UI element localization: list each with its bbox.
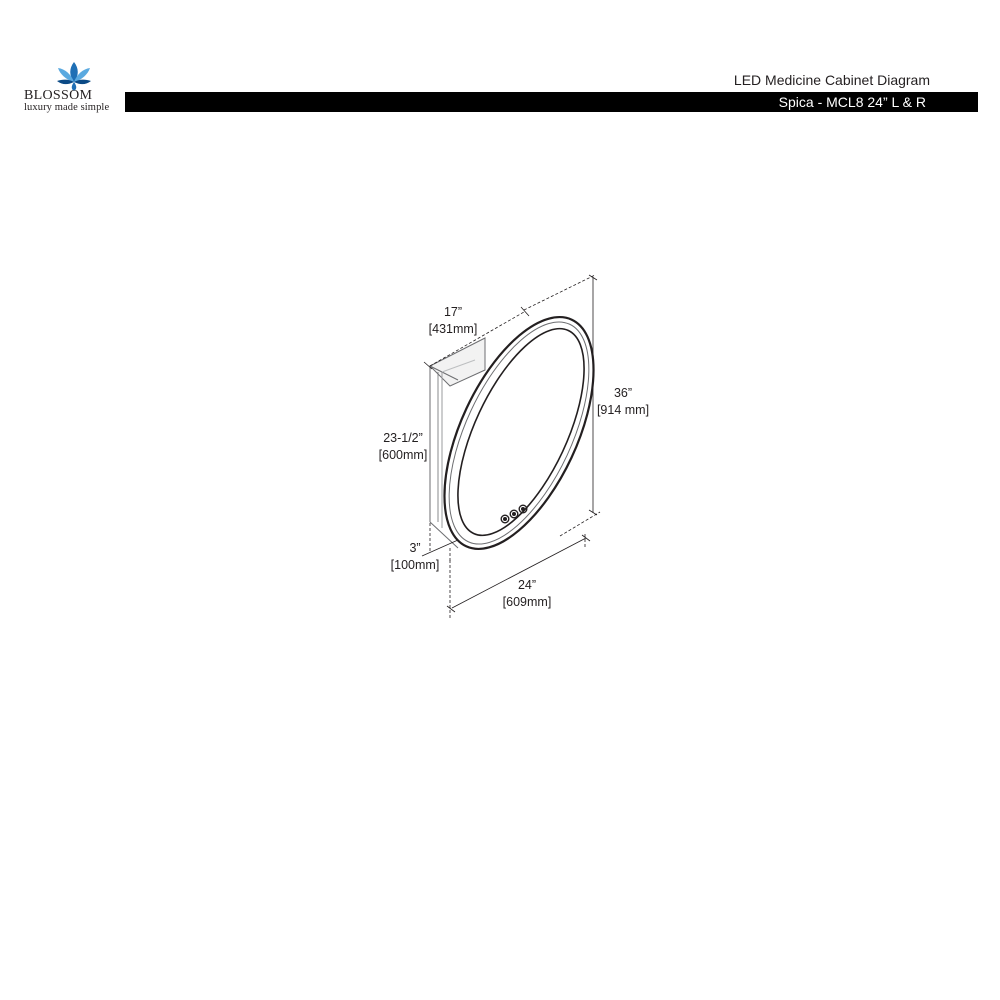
height-metric: [914 mm] bbox=[596, 403, 650, 417]
width-dimension-label bbox=[494, 577, 560, 611]
cabinet-depth-imperial: 3” bbox=[409, 541, 421, 555]
cabinet-height-imperial: 23-1/2” bbox=[383, 431, 423, 445]
depth-imperial: 17” bbox=[443, 305, 463, 319]
cabinet-height-metric: [600mm] bbox=[378, 448, 428, 462]
height-imperial: 36” bbox=[613, 386, 633, 400]
height-dimension-label bbox=[590, 385, 656, 419]
document-title: LED Medicine Cabinet Diagram bbox=[733, 72, 930, 88]
brand-name: BLOSSOM bbox=[24, 88, 93, 103]
width-metric: [609mm] bbox=[502, 595, 552, 609]
depth-dimension-label bbox=[420, 304, 486, 338]
cabinet-depth-metric: [100mm] bbox=[390, 558, 440, 572]
model-label: Spica - MCL8 24” L & R bbox=[778, 94, 926, 110]
cabinet-depth-dimension-label bbox=[383, 540, 447, 574]
depth-metric: [431mm] bbox=[428, 322, 478, 336]
cabinet-height-dimension-label bbox=[368, 430, 438, 464]
brand-tagline: luxury made simple bbox=[24, 102, 110, 113]
width-imperial: 24” bbox=[517, 578, 537, 592]
